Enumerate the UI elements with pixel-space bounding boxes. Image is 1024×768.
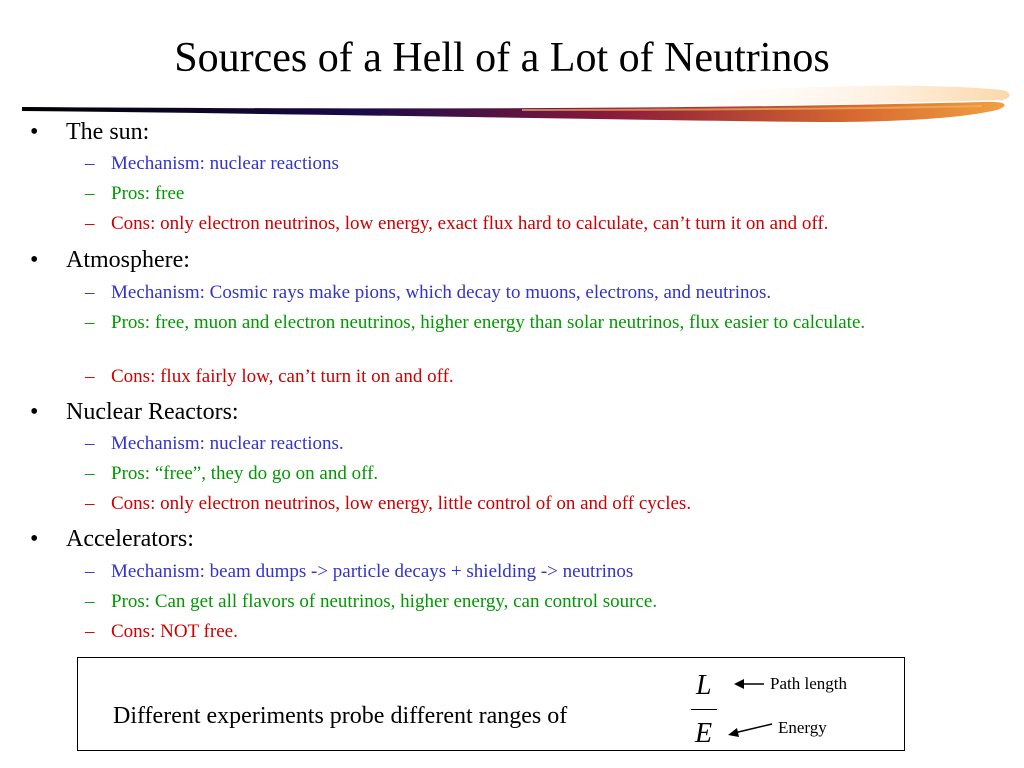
arrow-energy-icon	[728, 724, 772, 737]
bullet-heading: Nuclear Reactors:	[66, 399, 239, 425]
bullet-glyph: •	[30, 247, 39, 273]
sub-bullet-text: Pros: Can get all flavors of neutrinos, higher energy, can control source.	[111, 591, 658, 612]
dash-glyph: –	[85, 621, 95, 642]
callout-box	[77, 657, 905, 751]
sub-bullet-text: Cons: only electron neutrinos, low energy, little control of on and off cycles.	[111, 493, 692, 514]
sub-bullet-text: Pros: free, muon and electron neutrinos, higher energy than solar neutrinos, flux easier to calculate.	[111, 312, 866, 333]
bullet-heading: Atmosphere:	[66, 247, 190, 273]
dash-glyph: –	[85, 183, 95, 204]
callout-text: Different experiments probe different ranges of	[113, 703, 568, 729]
label-energy: Energy	[778, 718, 827, 737]
dash-glyph: –	[85, 366, 95, 387]
bullet-glyph: •	[30, 526, 39, 552]
arrow-path-length-icon	[734, 679, 764, 689]
dash-glyph: –	[85, 213, 95, 234]
fraction-denominator: E	[695, 718, 713, 749]
sub-bullet-text: Mechanism: beam dumps -> particle decays + shielding -> neutrinos	[111, 561, 634, 582]
dash-glyph: –	[85, 433, 95, 454]
bullet-glyph: •	[30, 399, 39, 425]
sub-bullet-text: Pros: “free”, they do go on and off.	[111, 463, 379, 484]
dash-glyph: –	[85, 312, 95, 333]
slide-title: Sources of a Hell of a Lot of Neutrinos	[174, 35, 830, 81]
bullet-heading: The sun:	[66, 119, 150, 145]
bullet-glyph: •	[30, 119, 39, 145]
dash-glyph: –	[85, 153, 95, 174]
sub-bullet-text: Cons: NOT free.	[111, 621, 238, 642]
sub-bullet-text: Mechanism: nuclear reactions	[111, 153, 339, 174]
sub-bullet-text: Mechanism: nuclear reactions.	[111, 433, 344, 454]
sub-bullet-text: Mechanism: Cosmic rays make pions, which decay to muons, electrons, and neutrinos.	[111, 282, 772, 303]
dash-glyph: –	[85, 493, 95, 514]
dash-glyph: –	[85, 561, 95, 582]
label-path-length: Path length	[770, 674, 847, 693]
dash-glyph: –	[85, 282, 95, 303]
sub-bullet-text: Cons: only electron neutrinos, low energy, exact flux hard to calculate, can’t turn it on and off.	[111, 213, 829, 234]
dash-glyph: –	[85, 463, 95, 484]
dash-glyph: –	[85, 591, 95, 612]
sub-bullet-text: Pros: free	[111, 183, 185, 204]
sub-bullet-text: Cons: flux fairly low, can’t turn it on and off.	[111, 366, 454, 387]
bullet-heading: Accelerators:	[66, 526, 194, 552]
fraction-numerator: L	[696, 670, 712, 701]
